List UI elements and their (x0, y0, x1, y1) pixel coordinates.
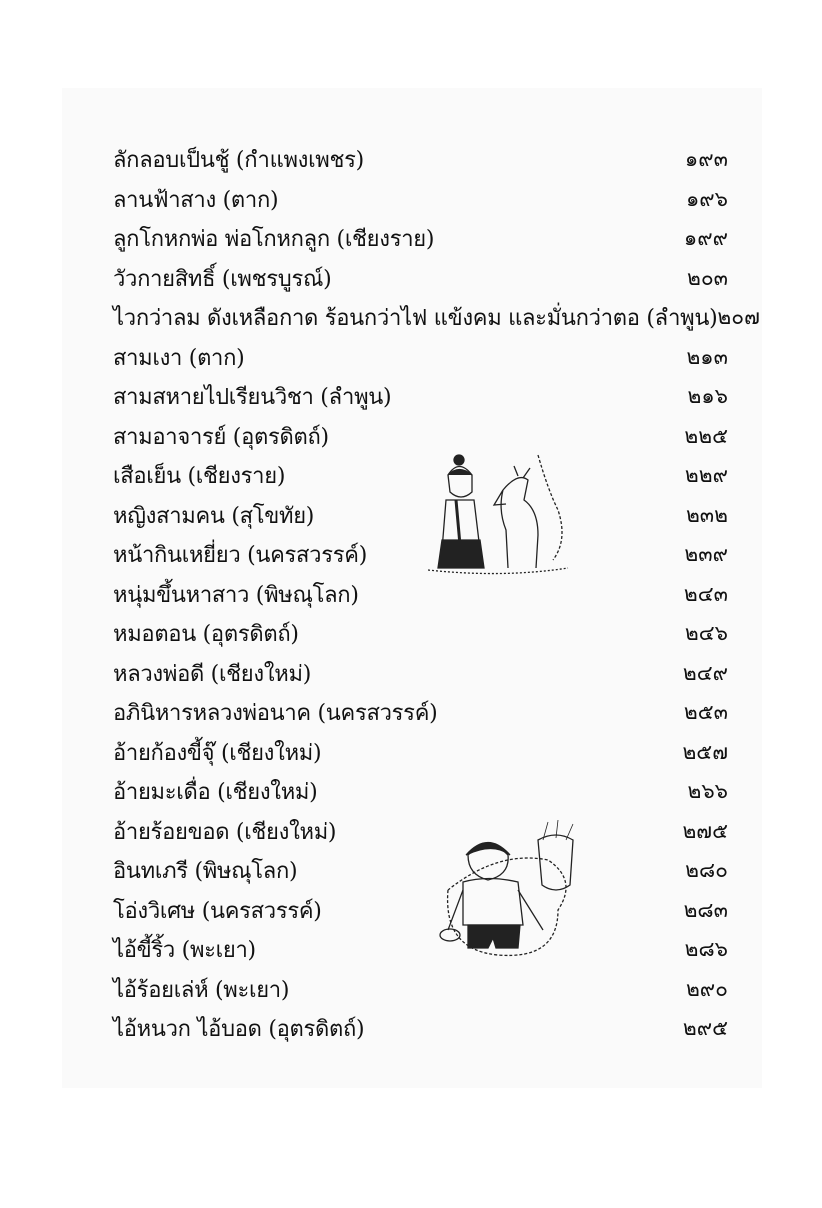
toc-entry (113, 298, 760, 338)
toc-entry-title: หมอตอน (อุตรดิตถ์) (113, 622, 299, 648)
toc-entry-title: วัวกายสิทธิ์ (เพชรบูรณ์) (113, 266, 332, 292)
toc-entry (113, 180, 728, 220)
toc-entry (113, 930, 728, 970)
toc-entry-page-number: ๑๙๙ (683, 226, 728, 251)
toc-entry-title: ลักลอบเป็นชู้ (กำแพงเพชร) (113, 148, 364, 174)
toc-entry-page-number: ๒๔๓ (683, 581, 728, 606)
toc-entry (113, 970, 728, 1010)
toc-entry-page-number: ๒๘๐ (685, 858, 728, 883)
toc-entry-page-number: ๒๐๓ (686, 265, 728, 290)
toc-entry-page-number: ๒๓๒ (685, 502, 728, 527)
toc-entry-page-number: ๒๐๗ (717, 305, 760, 330)
toc-entry-title: อินทเภรี (พิษณุโลก) (113, 859, 298, 885)
toc-entry-page-number: ๒๒๙ (684, 463, 728, 488)
toc-entry-title: หนุ่มขึ้นหาสาว (พิษณุโลก) (113, 582, 359, 608)
toc-entry (113, 338, 728, 378)
toc-entry (113, 417, 728, 457)
toc-entry (113, 259, 728, 299)
toc-entry (113, 456, 728, 496)
toc-entry (113, 812, 728, 852)
toc-entry-title: หลวงพ่อดี (เชียงใหม่) (113, 661, 311, 687)
table-of-contents (113, 140, 760, 1049)
toc-entry-page-number: ๒๓๙ (684, 542, 728, 567)
toc-entry-page-number: ๒๑๖ (687, 384, 728, 409)
toc-entry-title: โอ่งวิเศษ (นครสวรรค์) (113, 898, 322, 924)
toc-entry-title: อ้ายร้อยขอด (เชียงใหม่) (113, 819, 337, 845)
toc-entry (113, 575, 728, 615)
toc-entry (113, 1009, 728, 1049)
toc-entry-title: ลูกโกหกพ่อ พ่อโกหกลูก (เชียงราย) (113, 227, 435, 253)
toc-entry (113, 693, 728, 733)
toc-entry-title: สามอาจารย์ (อุตรดิตถ์) (113, 424, 329, 450)
toc-entry (113, 772, 728, 812)
toc-entry-page-number: ๒๙๐ (685, 976, 728, 1001)
toc-entry-page-number: ๑๙๖ (685, 186, 728, 211)
toc-entry-page-number: ๒๕๓ (683, 700, 728, 725)
toc-entry-title: เสือเย็น (เชียงราย) (113, 464, 286, 490)
toc-entry-page-number: ๒๒๕ (684, 423, 728, 448)
toc-entry (113, 654, 728, 694)
toc-entry (113, 851, 728, 891)
toc-entry (113, 733, 728, 773)
toc-entry-title: อ้ายก้องขี้จุ๊ (เชียงใหม่) (113, 740, 322, 766)
toc-entry (113, 891, 728, 931)
toc-entry-title: อ้ายมะเดื่อ (เชียงใหม่) (113, 780, 318, 806)
toc-entry-title: ไวกว่าลม ดังเหลือกาด ร้อนกว่าไฟ แข้งคม และมั่นกว่าตอ (ลำพูน) (113, 306, 718, 332)
toc-entry (113, 377, 728, 417)
toc-entry-title: ไอ้หนวก ไอ้บอด (อุตรดิตถ์) (113, 1017, 365, 1043)
toc-entry-title: ไอ้ร้อยเล่ห์ (พะเยา) (113, 977, 290, 1003)
toc-entry-title: อภินิหารหลวงพ่อนาค (นครสวรรค์) (113, 701, 438, 727)
toc-entry (113, 140, 728, 180)
toc-entry-page-number: ๒๔๙ (682, 660, 728, 685)
toc-entry-title: หญิงสามคน (สุโขทัย) (113, 503, 315, 529)
toc-entry-page-number: ๑๙๓ (684, 147, 728, 172)
toc-entry (113, 496, 728, 536)
toc-entry-title: หน้ากินเหยี่ยว (นครสวรรค์) (113, 543, 367, 569)
toc-entry-page-number: ๒๙๕ (682, 1016, 728, 1041)
toc-entry-page-number: ๒๘๓ (683, 897, 728, 922)
toc-entry-page-number: ๒๖๖ (687, 779, 728, 804)
toc-entry (113, 535, 728, 575)
toc-entry (113, 614, 728, 654)
toc-entry (113, 219, 728, 259)
toc-entry-page-number: ๒๔๖ (684, 621, 728, 646)
toc-entry-title: สามสหายไปเรียนวิชา (ลำพูน) (113, 385, 392, 411)
toc-entry-page-number: ๒๕๗ (682, 739, 728, 764)
toc-entry-title: สามเงา (ตาก) (113, 345, 245, 371)
toc-entry-page-number: ๒๑๓ (686, 344, 728, 369)
toc-entry-page-number: ๒๗๕ (682, 818, 728, 843)
toc-entry-page-number: ๒๘๖ (684, 937, 728, 962)
toc-entry-title: ลานฟ้าสาง (ตาก) (113, 187, 279, 213)
toc-entry-title: ไอ้ขี้ริ้ว (พะเยา) (113, 938, 256, 964)
